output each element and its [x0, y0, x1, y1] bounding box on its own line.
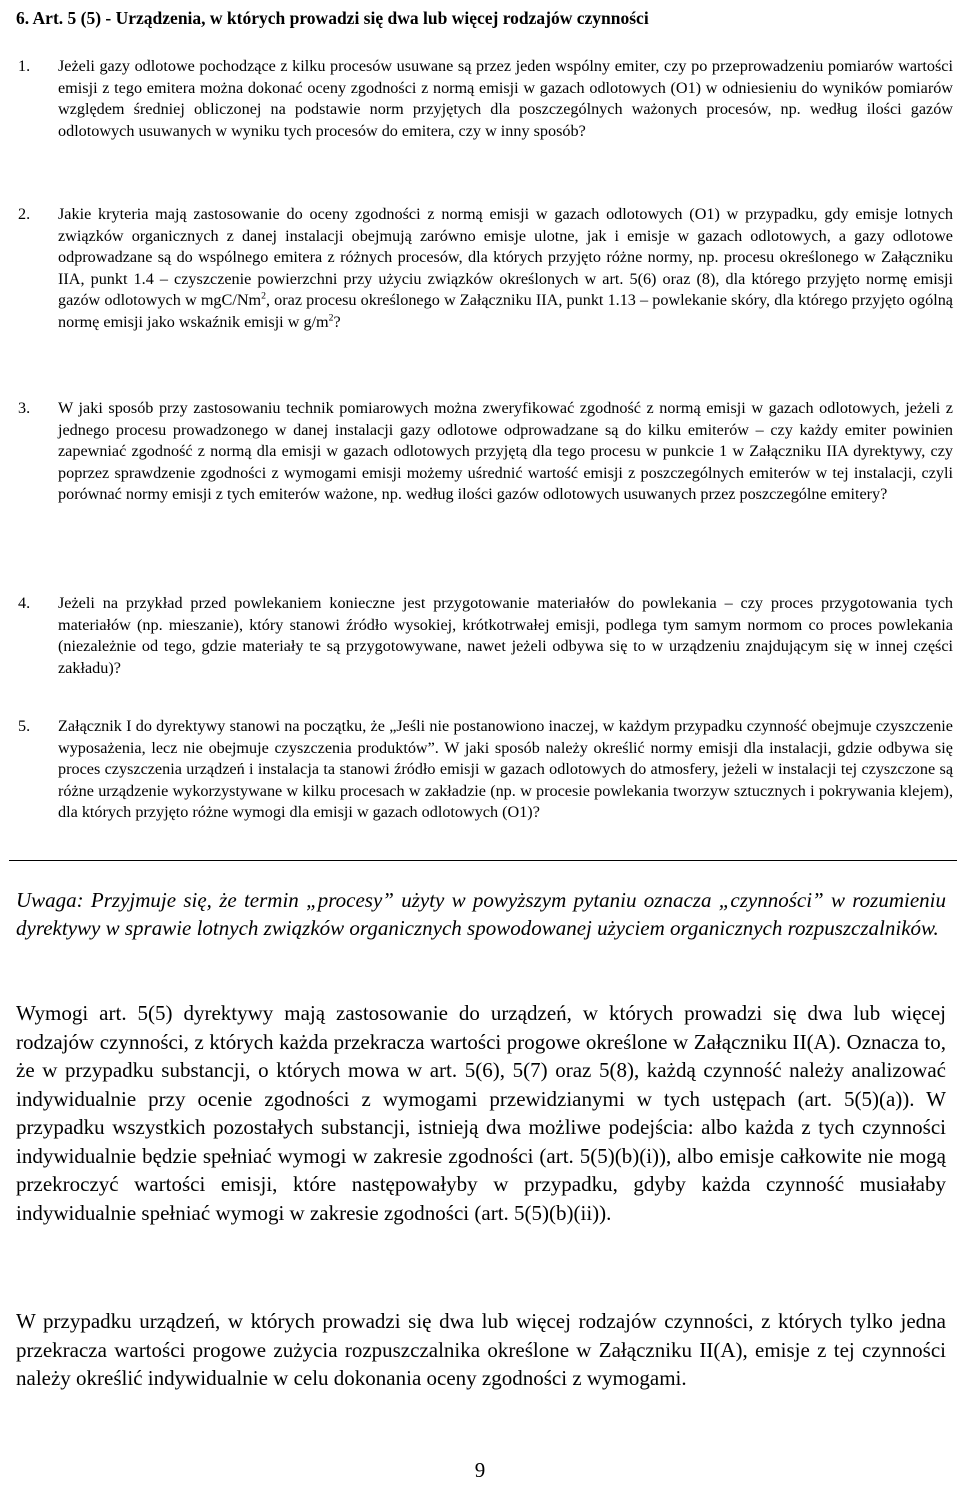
body-paragraph-2: W przypadku urządzeń, w których prowadzi się dwa lub więcej rodzajów czynności, z których tylko jedna przekracza wartości progowe zużycia rozpuszczalnika określone w Załączniku II(A), emisje z tej czynności należy określić indywidualnie w celu dokonania oceny zgodności z wymogami. [16, 1309, 946, 1390]
question-number: 3. [18, 399, 31, 417]
question-text: Załącznik I do dyrektywy stanowi na początku, że „Jeśli nie postanowiono inaczej, w każdym przypadku czynność obejmuje czyszczenie wyposażenia, lecz nie obejmuje czyszczenia produktów”. W jaki sposób należy określić normy emisji dla instalacji, gdzie odbywa się proces czyszczenia urządzeń i instalacja ta stanowi źródło emisji w gazach odlotowych do atmosfery, jeżeli w instalacji tej czyszczone są różne urządzenie wykorzystywane w kilku procesach w zakładzie (np. w procesie powlekania tworzyw sztucznych i pokrywania klejem), dla których przyjęto różne wymogi dla emisji w gazach odlotowych (O1)? [58, 717, 953, 821]
note-paragraph: Uwaga: Przyjmuje się, że termin „procesy” użyty w powyższym pytaniu oznacza „czynności” w rozumieniu dyrektywy w sprawie lotnych związków organicznych spowodowanej użyciem organicznych rozpuszczalników. [16, 888, 946, 940]
question-number: 2. [18, 205, 31, 223]
question-text [18, 204, 953, 333]
questions-box [9, 36, 957, 861]
superscript: 2 [328, 312, 334, 324]
question-text: Jeżeli gazy odlotowe pochodzące z kilku procesów usuwane są przez jeden wspólny emiter, czy po przeprowadzeniu pomiarów wartości emisji z tego emitera można dokonać oceny zgodności z normą emisji w gazach odlotowych (O1) w odniesieniu do wyników pomiarów względem średniej obliczonej na podstawie norm przyjętych dla poszczególnych ważonych procesów, np. według ilości gazów odlotowych usuwanych w wyniku tych procesów do emitera, czy w inny sposób? [58, 57, 953, 140]
question-text-part: ? [333, 312, 341, 331]
question-text-part: Jakie kryteria mają zastosowanie do oceny zgodności z normą emisji w gazach odlotowych (O1) w przypadku, gdy emisje lotnych związków organicznych z danej instalacji obejmują zarówno emisje ulotne, jak i emisje w gazach odlotowych, a gazy odlotowe odprowadzane są do wspólnego emitera z różnych procesów, dla których przyjęto różne normy, np. procesu określonego w Załączniku IIA, punkt 1.4 – czyszczenie powierzchni przy użyciu związków określonych w art. 5(6) oraz (8), dla którego przyjęto normę emisji gazów odlotowych w mgC/Nm [58, 205, 953, 309]
question-text: W jaki sposób przy zastosowaniu technik pomiarowych można zweryfikować zgodność z normą emisji w gazach odlotowych, jeżeli z jednego procesu prowadzonego w danej instalacji gazy odlotowe odprowadzane są do kilku emiterów – czy każdy emiter powinien zapewniać zgodność z normą dla emisji w gazach odlotowych przyjętą dla tego procesu w punkcie 1 w Załączniku IIA dyrektywy, czy poprzez sprawdzenie zgodności z wymogami emisji możemy uśrednić wartość emisji z poszczególnych emiterów w tej instalacji, czyli porównać normy emisji z tych emiterów ważone, np. według ilości gazów odlotowych usuwanych przez poszczególne emitery? [58, 399, 953, 503]
question-4 [18, 593, 953, 679]
question-5 [18, 716, 953, 824]
question-number: 5. [18, 717, 31, 735]
question-1 [18, 56, 953, 142]
superscript: 2 [261, 290, 266, 302]
question-3 [18, 398, 953, 506]
question-number: 4. [18, 594, 31, 612]
question-number: 1. [18, 57, 31, 75]
page-number: 9 [474, 1458, 486, 1482]
question-text: Jeżeli na przykład przed powlekaniem konieczne jest przygotowanie materiałów do powlekania – czy proces przygotowania tych materiałów (np. mieszanie), który stanowi źródło wysokiej, krótkotrwałej emisji, podlega tym samym normom co proces powlekania (niezależnie od tego, gdzie materiały te są przygotowywane, nawet jeżeli odbywa się to w urządzeniu znajdującym się w innej części zakładu)? [58, 594, 953, 677]
body-paragraph-1: Wymogi art. 5(5) dyrektywy mają zastosowanie do urządzeń, w których prowadzi się dwa lub więcej rodzajów czynności, z których każda przekracza wartości progowe określone w Załączniku II(A). Oznacza to, że w przypadku substancji, o których mowa w art. 5(6), 5(7) oraz 5(8), każdą czynność należy analizować indywidualnie przy ocenie zgodności z wymogami przewidzianymi w tych ustępach (art. 5(5)(a)). W przypadku wszystkich pozostałych substancji, istnieją dwa możliwe podejścia: albo każda z tych czynności indywidualnie będzie spełniać wymogi w zakresie zgodności (art. 5(5)(b)(i)), albo emisje całkowite nie mogą przekroczyć wartości emisji, które następowałyby w przypadku, gdyby każda czynność musiałaby indywidualnie spełniać wymogi w zakresie zgodności (art. 5(5)(b)(ii)). [16, 1001, 946, 1225]
question-text-part: , oraz procesu określonego w Załączniku IIA, punkt 1.13 – powlekanie skóry, dla którego przyjęto ogólną normę emisji jako wskaźnik emisji w g/m [58, 291, 953, 331]
section-heading: 6. Art. 5 (5) - Urządzenia, w których prowadzi się dwa lub więcej rodzajów czynności [16, 8, 649, 28]
question-2 [18, 204, 953, 333]
